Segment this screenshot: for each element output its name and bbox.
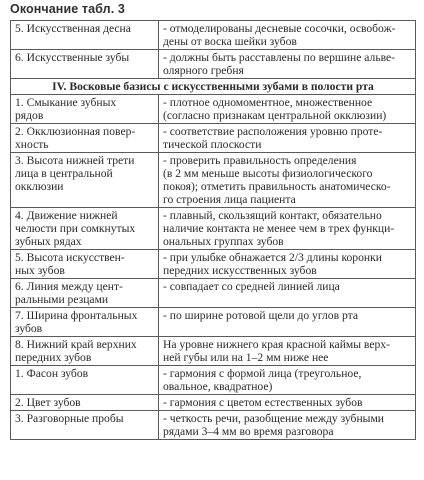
table-row xyxy=(11,366,416,395)
criterion-cell: 3. Высота нижней трети лица в центральной окклюзии xyxy=(11,153,159,208)
table-row xyxy=(11,337,416,366)
requirement-cell: - плотное одномоментное, множественное (согласно признакам центральной окклюзии) xyxy=(159,95,416,124)
criterion-cell: 7. Ширина фронтальных зубов xyxy=(11,308,159,337)
requirement-cell: - четкость речи, разобщение между зубными рядами 3–4 мм во время разговора xyxy=(159,411,416,440)
section-title: IV. Восковые базисы с искусственными зубами в полости рта xyxy=(11,79,416,95)
requirement-cell: - должны быть расставлены по вершине альве- олярного гребня xyxy=(159,50,416,79)
requirement-cell: На уровне нижнего края красной каймы верх- ней губы или на 1–2 мм ниже нее xyxy=(159,337,416,366)
table-row xyxy=(11,153,416,208)
criterion-cell: 6. Линия между цент- ральными резцами xyxy=(11,279,159,308)
requirement-cell: - совпадает со средней линией лица xyxy=(159,279,416,308)
table-row xyxy=(11,95,416,124)
requirement-cell: - гармония с формой лица (треугольное, овальное, квадратное) xyxy=(159,366,416,395)
table-row xyxy=(11,308,416,337)
criterion-cell: 1. Смыкание зубных рядов xyxy=(11,95,159,124)
table-row xyxy=(11,279,416,308)
criterion-cell: 5. Искусственная десна xyxy=(11,21,159,50)
criterion-cell: 1. Фасон зубов xyxy=(11,366,159,395)
section-header-row xyxy=(11,79,416,95)
table-row xyxy=(11,50,416,79)
criterion-cell: 2. Окклюзионная повер- хность xyxy=(11,124,159,153)
requirement-cell: - проверить правильность определения (в 2 мм меньше высоты физиологического покоя); отметить правильность анатомическо- го строения лица пациента xyxy=(159,153,416,208)
table-row xyxy=(11,250,416,279)
criterion-cell: 6. Искусственные зубы xyxy=(11,50,159,79)
requirement-cell: - по ширине ротовой щели до углов рта xyxy=(159,308,416,337)
criteria-table xyxy=(10,20,416,440)
criterion-cell: 8. Нижний край верхних передних зубов xyxy=(11,337,159,366)
requirement-cell: - отмоделированы десневые сосочки, освобож- дены от воска шейки зубов xyxy=(159,21,416,50)
table-row xyxy=(11,21,416,50)
table-row xyxy=(11,208,416,250)
requirement-cell: - соответствие расположения уровню проте- тической плоскости xyxy=(159,124,416,153)
table-row xyxy=(11,124,416,153)
requirement-cell: - плавный, скользящий контакт, обязательно наличие контакта не менее чем в трех функци- ональных группах зубов xyxy=(159,208,416,250)
table-row xyxy=(11,395,416,411)
requirement-cell: - при улыбке обнажается 2/3 длины коронки передних искусственных зубов xyxy=(159,250,416,279)
requirement-cell: - гармония с цветом естественных зубов xyxy=(159,395,416,411)
criterion-cell: 4. Движение нижней челюсти при сомкнутых зубных рядах xyxy=(11,208,159,250)
table-row xyxy=(11,411,416,440)
criterion-cell: 3. Разговорные пробы xyxy=(11,411,159,440)
criterion-cell: 2. Цвет зубов xyxy=(11,395,159,411)
table-caption: Окончание табл. 3 xyxy=(10,2,125,16)
criterion-cell: 5. Высота искусствен- ных зубов xyxy=(11,250,159,279)
